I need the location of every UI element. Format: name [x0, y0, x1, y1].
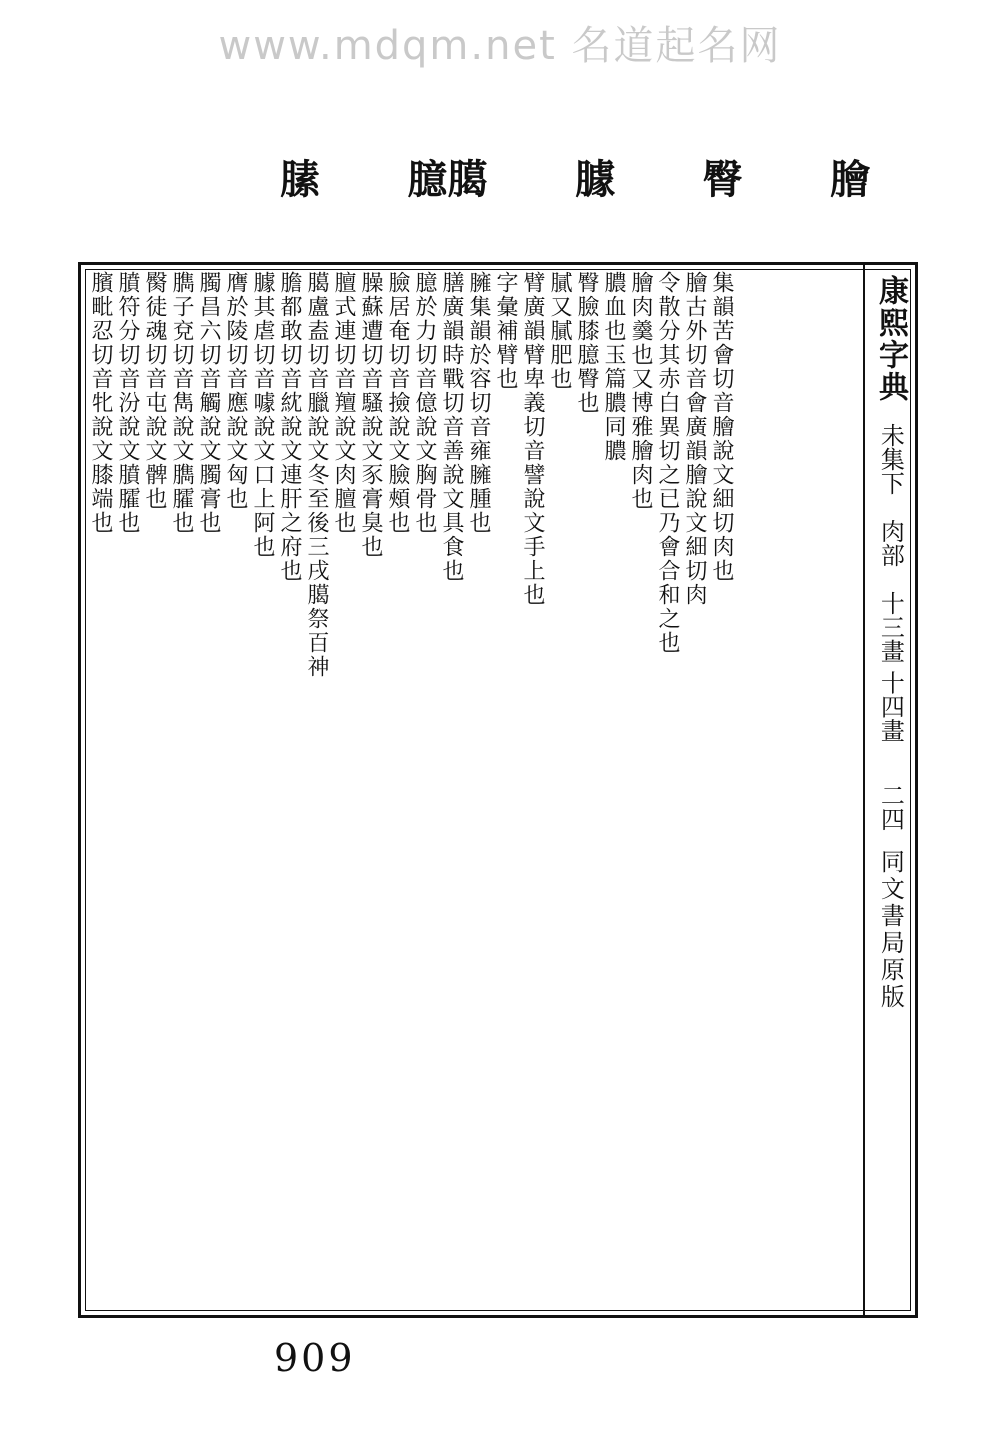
seal-character: 膆	[280, 156, 320, 203]
entry-column: 膾肉羹也又博雅膾肉也	[628, 271, 653, 511]
seal-character: 膾	[830, 156, 870, 203]
book-title: 康熙字典	[873, 275, 908, 403]
publisher-label: 同文書局原版	[876, 848, 905, 1011]
entry-column: 臆於力切音億說文胸骨也	[412, 271, 437, 535]
collection-label: 未集下	[876, 423, 905, 495]
entry-column: 臄其虐切音噱說文口上阿也	[250, 271, 275, 559]
entry-column: 集韻苦會切音膾說文細切肉也	[709, 271, 734, 583]
dictionary-body	[87, 271, 859, 1309]
page-number: 909	[274, 1336, 356, 1380]
entry-column: 膳廣韻時戰切音善說文具食也	[439, 271, 464, 583]
entry-column: 膿血也玉篇膿同膿	[601, 271, 626, 463]
entry-column: 臈盧盍切音臘說文冬至後三戌臈祭百神	[304, 271, 329, 679]
seal-character: 臆臈	[407, 156, 488, 203]
entry-column: 臂廣韻臂卑義切音譬說文手上也	[520, 271, 545, 607]
entry-column: 臃集韻於容切音雍臃腫也	[466, 271, 491, 535]
entry-column: 膻式連切音羶說文肉膻也	[331, 271, 356, 535]
entry-column: 字彙補臂也	[493, 271, 518, 391]
entry-column: 臅昌六切音觸說文臅膏也	[196, 271, 221, 535]
entry-column: 令散分其赤白異切之已乃會合和之也	[655, 271, 680, 655]
seal-script-row	[280, 150, 870, 210]
entry-column: 膹符分切音汾說文膹臛也	[115, 271, 140, 535]
dictionary-page-frame	[78, 262, 918, 1318]
seal-character: 臀	[702, 156, 743, 203]
entry-column: 膩又膩肥也	[547, 271, 572, 391]
stroke-count-label: 十三畫 十四畫	[876, 591, 905, 743]
entry-column: 臏毗忍切音牝說文膝端也	[88, 271, 113, 535]
page-code: 二四	[876, 782, 905, 831]
radical-label: 肉部	[876, 519, 905, 567]
entry-column: 臉居奄切音撿說文臉頰也	[385, 271, 410, 535]
entry-column: 臋徒魂切音屯說文髀也	[142, 271, 167, 511]
entry-column: 臇子兗切音雋說文臇臛也	[169, 271, 194, 535]
entry-column: 臊蘇遭切音騷說文豕膏臭也	[358, 271, 383, 559]
entry-column: 膺於陵切音應說文匈也	[223, 271, 248, 511]
site-watermark: www.mdqm.net 名道起名网	[218, 23, 782, 69]
entry-columns	[87, 271, 735, 1309]
seal-character: 臄	[575, 156, 615, 203]
entry-column: 臀臉膝臆臀也	[574, 271, 599, 415]
entry-column: 膾古外切音會廣韻膾說文細切肉	[682, 271, 707, 607]
page-header-column	[863, 265, 915, 1315]
entry-column: 膽都敢切音紞說文連肝之府也	[277, 271, 302, 583]
